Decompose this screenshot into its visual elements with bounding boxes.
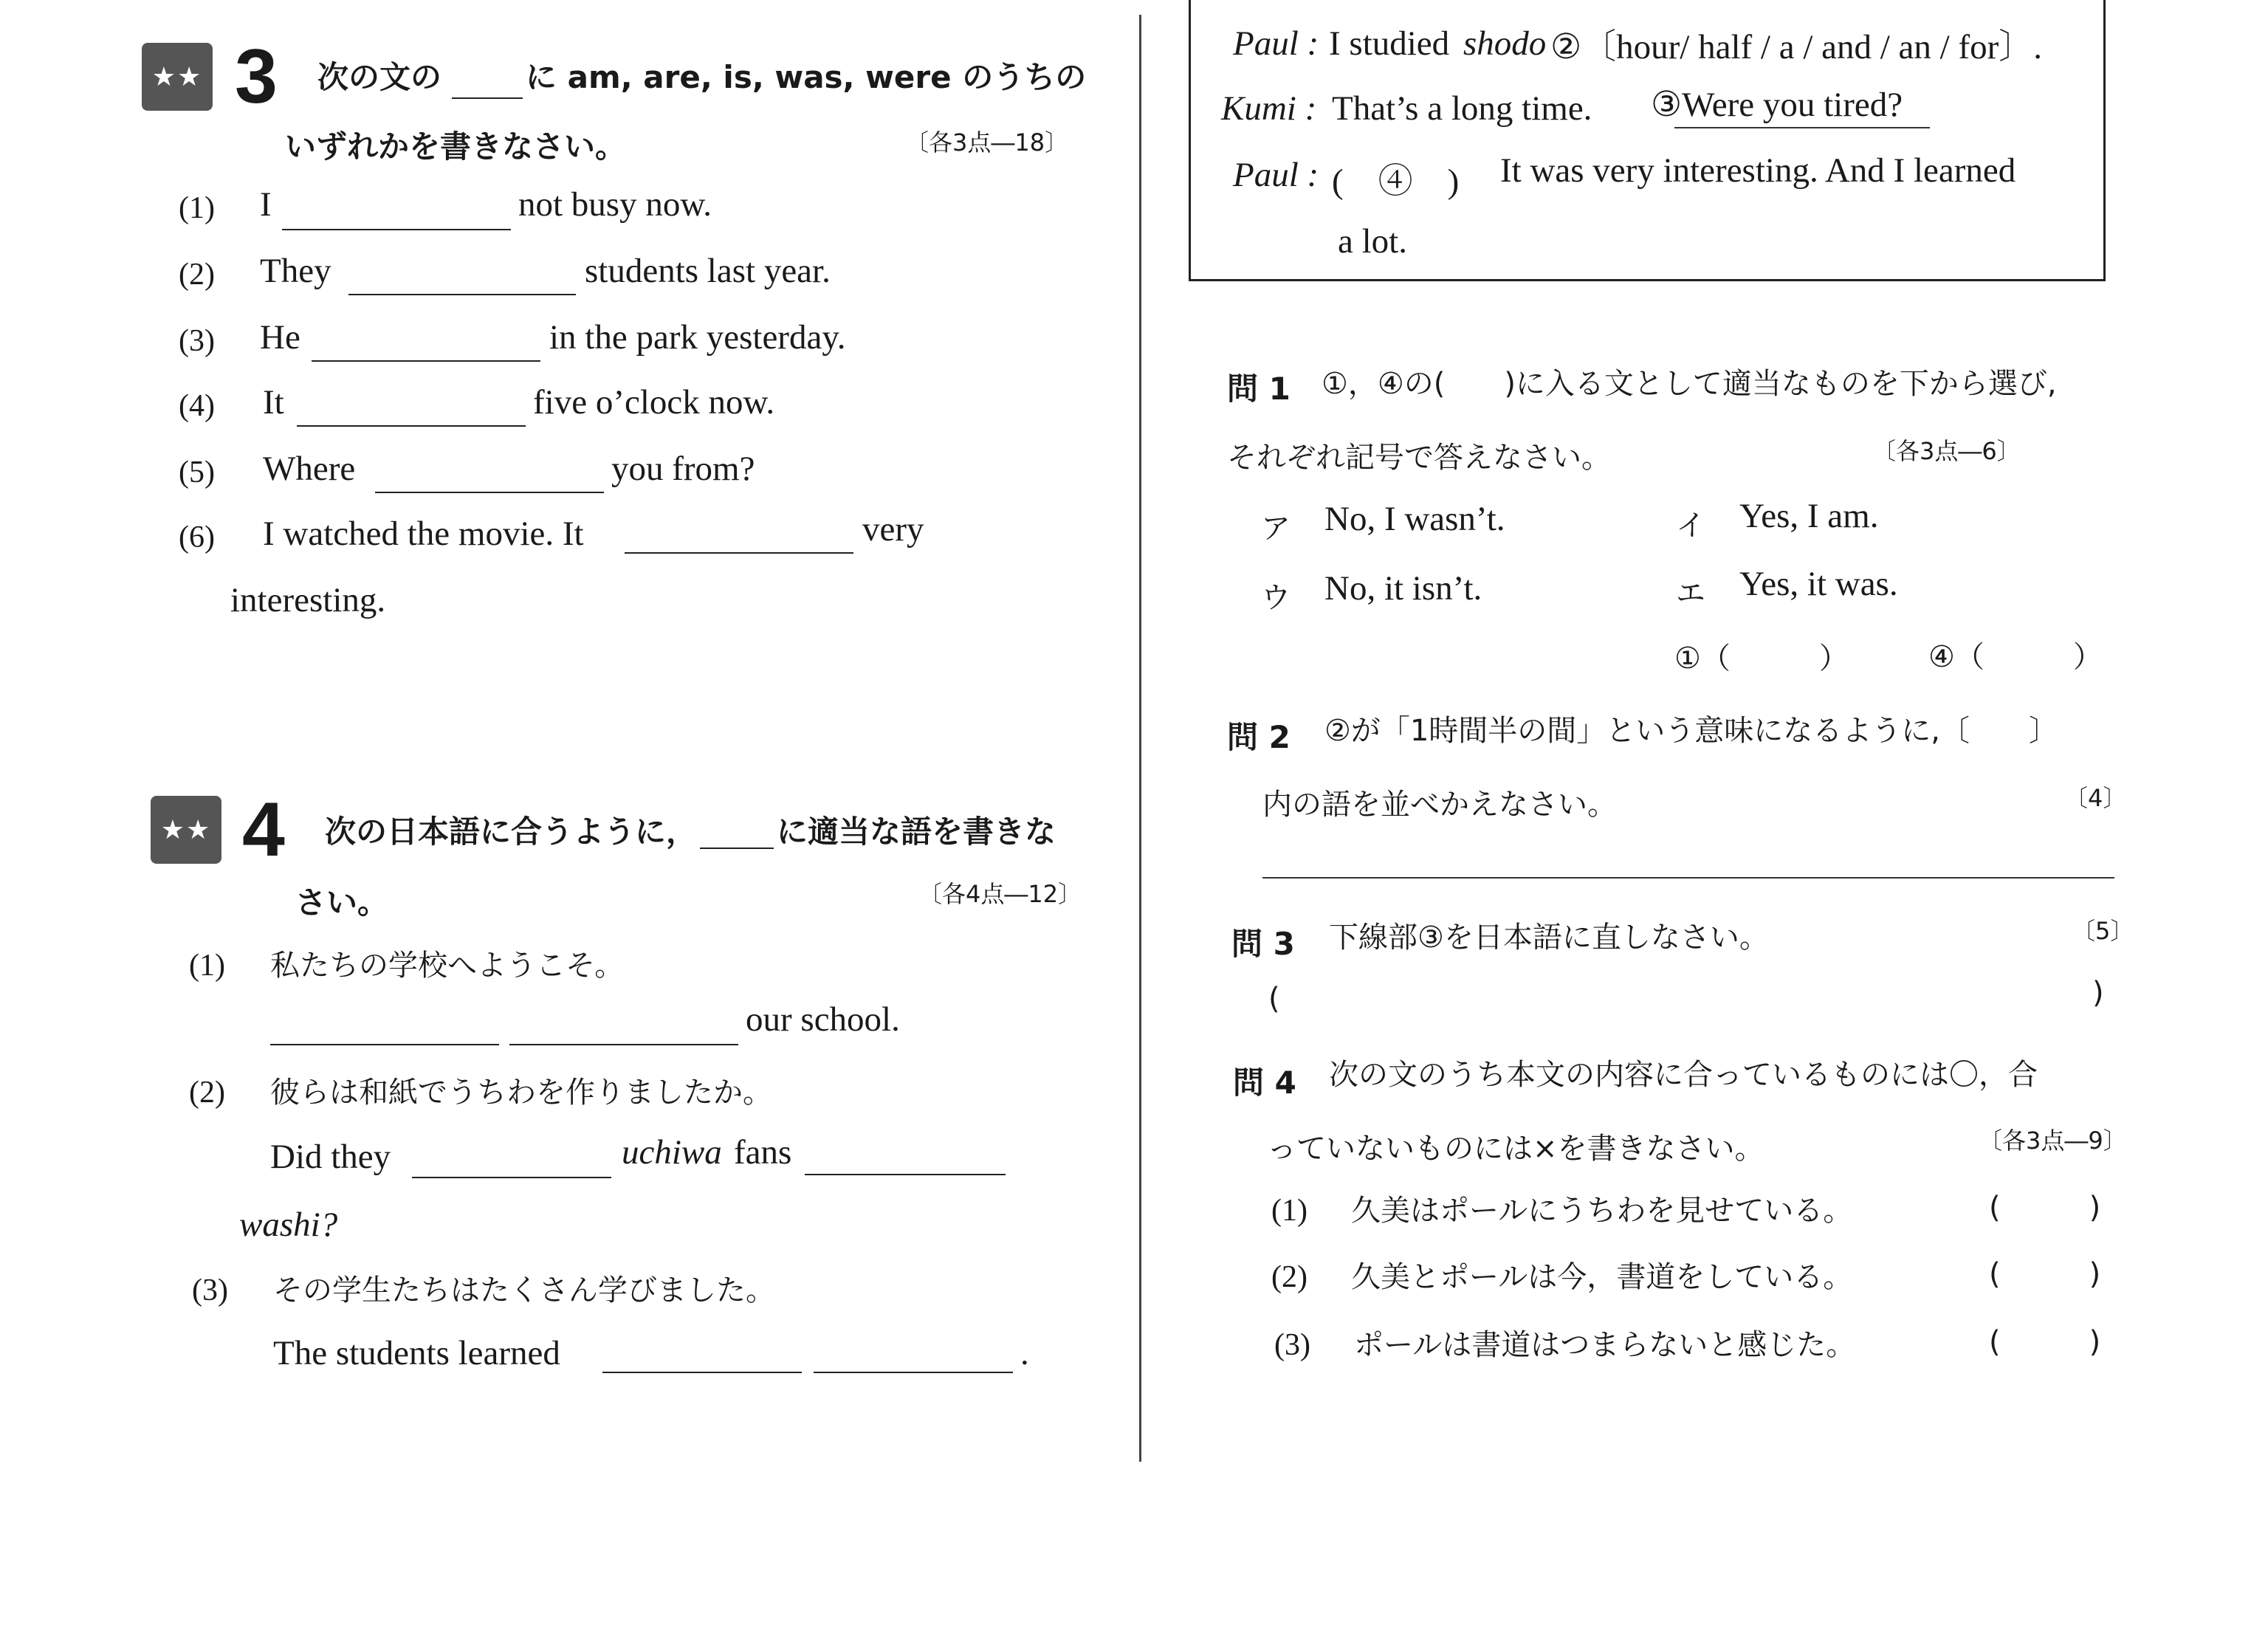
q1-label: 問 1 (1227, 371, 1291, 407)
s3-item-6-start: I watched the movie. It (263, 515, 584, 553)
s3-item-1-start: I (260, 185, 272, 224)
s3-item-6-answer-blank[interactable] (625, 552, 853, 554)
s3-item-4-number: (4) (179, 389, 215, 423)
dialog-line-3-speaker: Paul : (1233, 156, 1319, 194)
q1-choice-e-text: Yes, it was. (1739, 565, 1898, 603)
s3-item-6-continuation: interesting. (230, 581, 386, 619)
dialog-line-4-text: a lot. (1338, 222, 1407, 261)
q1-text-2: それぞれ記号で答えなさい。 (1227, 441, 1611, 475)
s4-item-3-english-end: . (1020, 1334, 1029, 1372)
section-3-points: 〔各3点―18〕 (905, 128, 1069, 157)
q1-choice-u-text: No, it isn’t. (1324, 569, 1482, 608)
section-4-instruction-b: に適当な語を書きな (777, 814, 1056, 850)
s3-item-2-start: They (260, 252, 331, 290)
s3-item-6-number: (6) (179, 520, 215, 554)
s4-item-2-blank-2[interactable] (805, 1174, 1006, 1175)
s3-item-3-answer-blank[interactable] (312, 360, 540, 362)
q4-item-3-number: (3) (1274, 1328, 1310, 1362)
s4-item-3-number: (3) (192, 1273, 228, 1307)
section-4-instruction-blank (700, 848, 774, 849)
dialog-line-1-text-b: shodo (1463, 24, 1547, 63)
section-3-instruction-c: いずれかを書きなさい。 (285, 128, 627, 165)
section-4-instruction-c: さい。 (295, 884, 389, 921)
q4-item-2-number: (2) (1271, 1260, 1307, 1294)
s4-item-2-japanese: 彼らは和紙でうちわを作りましたか。 (270, 1076, 772, 1110)
section-3-instruction-b: に am, are, is, was, were のうちの (526, 59, 1087, 95)
s4-item-2-english-c: fans (734, 1133, 792, 1172)
dialog-line-1-speaker: Paul : (1233, 24, 1319, 63)
section-4-points: 〔各4点―12〕 (918, 880, 1082, 908)
s3-item-3-number: (3) (179, 324, 215, 358)
q3-text: 下線部③を日本語に直しなさい。 (1329, 921, 1769, 955)
q4-label: 問 4 (1233, 1065, 1296, 1101)
s3-item-1-end: not busy now. (518, 185, 712, 224)
q4-text-2: っていないものには×を書きなさい。 (1267, 1132, 1764, 1166)
section-4-instruction-a: 次の日本語に合うように， (325, 814, 698, 850)
s4-item-3-english-a: The students learned (273, 1334, 560, 1372)
q4-item-3-text: ポールは書道はつまらないと感じた。 (1354, 1328, 1856, 1362)
s4-item-1-blank-2[interactable] (509, 1044, 738, 1045)
s4-item-3-blank-1[interactable] (602, 1372, 802, 1373)
s3-item-4-answer-blank[interactable] (297, 425, 526, 427)
s3-item-5-number: (5) (179, 455, 215, 489)
q1-points: 〔各3点―6〕 (1872, 437, 2021, 465)
s4-item-3-blank-2[interactable] (814, 1372, 1013, 1373)
s4-item-2-english-b: uchiwa (622, 1133, 722, 1172)
s4-item-3-japanese: その学生たちはたくさん学びました。 (273, 1273, 775, 1307)
s3-item-3-end: in the park yesterday. (549, 318, 846, 357)
s4-item-2-number: (2) (189, 1076, 225, 1110)
dialog-line-2-speaker: Kumi : (1221, 89, 1317, 128)
dialog-line-2-text-a: That’s a long time. (1332, 89, 1592, 128)
q1-answer-4[interactable]: ④（ ） (1928, 640, 2103, 674)
q1-choice-a-text: No, I wasn’t. (1324, 500, 1505, 538)
q4-points: 〔各3点―9〕 (1979, 1127, 2127, 1155)
column-divider (1139, 15, 1141, 1462)
dialog-line-1-text-c: ②〔hour/ half / a / and / an / for〕. (1550, 28, 2043, 66)
q4-item-2-text: 久美とポールは今，書道をしている。 (1351, 1260, 1853, 1294)
s4-item-2-blank-1[interactable] (412, 1177, 611, 1178)
s4-item-1-japanese: 私たちの学校へようこそ。 (270, 949, 625, 983)
q2-answer-line[interactable] (1262, 877, 2114, 879)
section-4-number: 4 (242, 787, 285, 873)
q3-answer-close-paren[interactable]: ) (2092, 976, 2104, 1010)
q3-label: 問 3 (1231, 926, 1295, 962)
section-4-badge: ★★ (151, 796, 221, 864)
q1-choice-u-key: ウ (1261, 581, 1291, 615)
s3-item-1-number: (1) (179, 191, 215, 225)
s4-item-1-number: (1) (189, 949, 225, 983)
s3-item-5-end: you from? (611, 450, 755, 488)
s4-item-2-english-d: washi? (239, 1206, 338, 1244)
q1-choice-i-text: Yes, I am. (1739, 497, 1879, 535)
q4-item-1-answer[interactable]: ( ) (1989, 1191, 2101, 1225)
q2-label: 問 2 (1227, 719, 1291, 755)
s3-item-5-answer-blank[interactable] (375, 492, 604, 493)
q2-text-1: ②が「1時間半の間」という意味になるように,〔 〕 (1324, 714, 2059, 748)
s3-item-2-number: (2) (179, 258, 215, 292)
dialog-line-2-text-b: ③Were you tired? (1651, 86, 1903, 124)
section-3-number: 3 (235, 34, 278, 120)
s4-item-2-english-a: Did they (270, 1138, 391, 1176)
dialog-underline-3 (1674, 127, 1930, 128)
section-3-badge: ★★ (142, 43, 213, 111)
q1-choice-i-key: イ (1676, 509, 1705, 543)
s3-item-4-end: five o’clock now. (533, 383, 775, 422)
s3-item-3-start: He (260, 318, 300, 357)
q4-item-3-answer[interactable]: ( ) (1989, 1325, 2101, 1359)
s3-item-2-end: students last year. (585, 252, 831, 290)
q2-points: 〔4〕 (2064, 784, 2127, 812)
s3-item-4-start: It (263, 383, 284, 422)
s4-item-1-english-end: our school. (746, 1000, 900, 1039)
q1-choice-e-key: エ (1676, 577, 1705, 611)
s3-item-2-answer-blank[interactable] (348, 294, 576, 295)
q3-points: 〔5〕 (2072, 917, 2134, 945)
q4-text-1: 次の文のうち本文の内容に合っているものには〇，合 (1329, 1058, 2038, 1092)
q4-item-2-answer[interactable]: ( ) (1989, 1257, 2101, 1291)
dialog-line-3-text-a: ( ④ ) (1332, 162, 1460, 201)
q4-item-1-text: 久美はポールにうちわを見せている。 (1351, 1194, 1853, 1228)
q1-choice-a-key: ア (1261, 512, 1291, 546)
s3-item-6-end: very (862, 510, 924, 549)
s3-item-5-start: Where (263, 450, 356, 488)
dialog-line-1-text-a: I studied (1329, 24, 1450, 63)
q1-text-1: ①，④の( )に入る文として適当なものを下から選び, (1322, 367, 2057, 401)
dialog-line-3-text-b: It was very interesting. And I learned (1500, 151, 2016, 190)
s3-item-1-answer-blank[interactable] (282, 229, 511, 230)
section-3-instruction-a: 次の文の (317, 59, 442, 95)
q4-item-1-number: (1) (1271, 1194, 1307, 1228)
q1-answer-1[interactable]: ①（ ） (1674, 642, 1849, 675)
s4-item-1-blank-1[interactable] (270, 1044, 499, 1045)
q3-answer-open-paren[interactable]: ( (1268, 982, 1280, 1016)
section-3-instruction-blank (452, 97, 523, 99)
q2-text-2: 内の語を並べかえなさい。 (1262, 788, 1617, 822)
